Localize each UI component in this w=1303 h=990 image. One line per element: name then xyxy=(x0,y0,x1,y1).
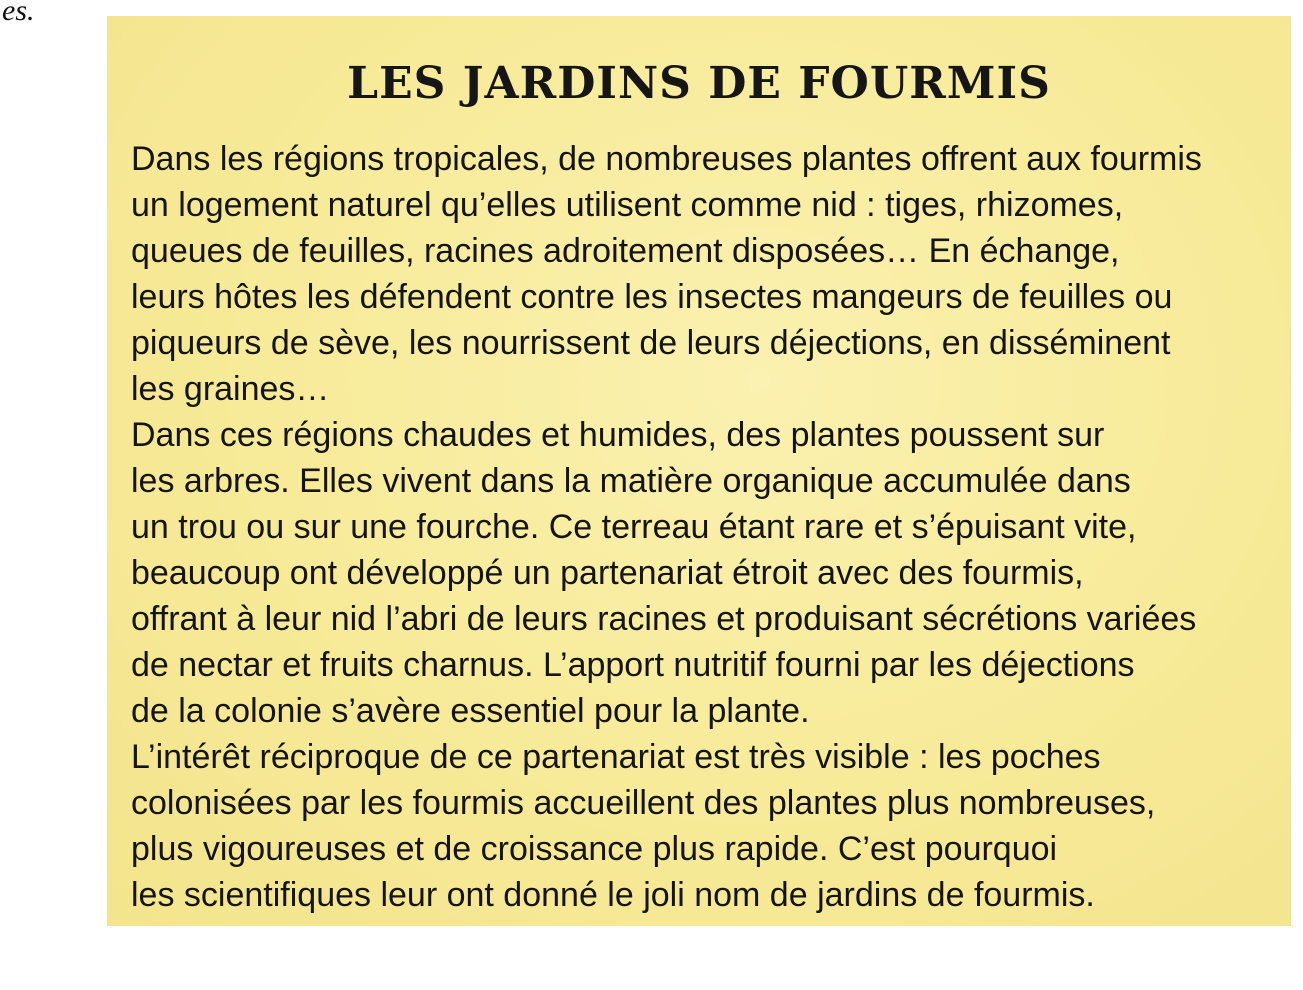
text-line: un logement naturel qu’elles utilisent comme nid : tiges, rhizomes, xyxy=(131,186,1124,224)
page-fragment-text: es. xyxy=(2,0,35,27)
text-line: queues de feuilles, racines adroitement disposées… En échange, xyxy=(131,232,1120,270)
text-line: Dans ces régions chaudes et humides, des plantes poussent sur xyxy=(131,416,1105,454)
text-line: piqueurs de sève, les nourrissent de leurs déjections, en disséminent xyxy=(131,324,1171,362)
text-line: les scientifiques leur ont donné le joli nom de jardins de fourmis. xyxy=(131,876,1095,914)
text-line: les graines… xyxy=(131,370,330,408)
text-line: plus vigoureuses et de croissance plus rapide. C’est pourquoi xyxy=(131,830,1058,868)
text-line: les arbres. Elles vivent dans la matière organique accumulée dans xyxy=(131,462,1131,500)
article-body xyxy=(131,136,1281,918)
article-title: LES JARDINS DE FOURMIS xyxy=(347,58,1051,109)
text-line: leurs hôtes les défendent contre les insectes mangeurs de feuilles ou xyxy=(131,278,1173,316)
article-box xyxy=(107,16,1291,926)
text-line: un trou ou sur une fourche. Ce terreau étant rare et s’épuisant vite, xyxy=(131,508,1137,546)
text-line: de la colonie s’avère essentiel pour la plante. xyxy=(131,692,810,730)
text-line: colonisées par les fourmis accueillent des plantes plus nombreuses, xyxy=(131,784,1156,822)
text-line: de nectar et fruits charnus. L’apport nutritif fourni par les déjections xyxy=(131,646,1135,684)
text-line: offrant à leur nid l’abri de leurs racines et produisant sécrétions variées xyxy=(131,600,1197,638)
text-line: Dans les régions tropicales, de nombreuses plantes offrent aux fourmis xyxy=(131,140,1202,178)
text-line: L’intérêt réciproque de ce partenariat est très visible : les poches xyxy=(131,738,1101,776)
text-line: beaucoup ont développé un partenariat étroit avec des fourmis, xyxy=(131,554,1084,592)
